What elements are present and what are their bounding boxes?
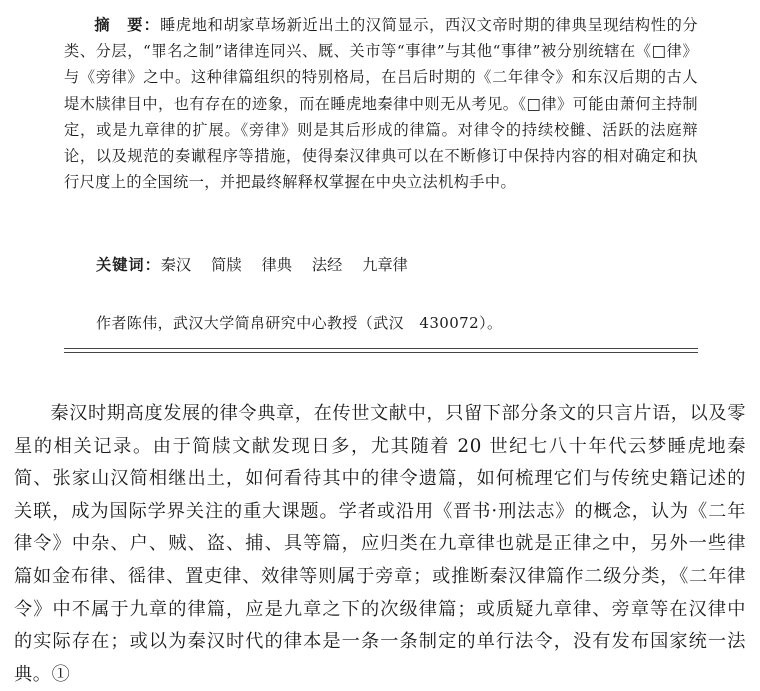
- main-body: [14, 398, 746, 691]
- keyword-item: 秦汉: [160, 256, 192, 274]
- keywords-line: [96, 252, 428, 278]
- divider-rule: [64, 352, 698, 353]
- abstract-text: 睡虎地和胡家草场新近出土的汉简显示，西汉文帝时期的律典呈现结构性的分类、分层，“罪名之制”诸律连同兴、厩、关市等“事律”与其他“事律”被分别统辖在《□律》与《旁律》之中。这种律篇组织的特别格局，在吕后时期的《二年律令》和东汉后期的古人堤木牍律目中，也有存在的迹象，而在睡虎地秦律中则无从考见。《□律》可能由萧何主持制定，或是九章律的扩展。《旁律》则是其后形成的律篇。对律令的持续校雠、活跃的法庭辩论，以及规范的奏谳程序等措施，使得秦汉律典可以在不断修订中保持内容的相对确定和执行尺度上的全国统一，并把最终解释权掌握在中央立法机构手中。: [64, 16, 698, 192]
- keyword-item: 简牍: [211, 256, 242, 274]
- body-paragraph: [14, 398, 746, 691]
- keyword-item: 法经: [311, 256, 343, 274]
- body-paragraph-text: 秦汉时期高度发展的律令典章，在传世文献中，只留下部分条文的只言片语，以及零星的相关记录。由于简牍文献发现日多，尤其随着 20 世纪七八十年代云梦睡虎地秦简、张家山汉简相继出土，如何看待其中的律令遗篇，如何梳理它们与传统史籍记述的关联，成为国际学界关注的重大课题。学者或沿用《晋书·刑法志》的概念，认为《二年律令》中杂、户、贼、盗、捕、具等篇，应归类在九章律也就是正律之中，另外一些律篇如金布律、徭律、置吏律、效律等则属于旁章；或推断秦汉律篇作二级分类，《二年律令》中不属于九章的律篇，应是九章之下的次级律篇；或质疑九章律、旁章等在汉律中的实际存在；或以为秦汉时代的律本是一条一条制定的单行法令，没有发布国家统一法典。: [14, 403, 746, 685]
- abstract-label: 摘 要：: [94, 16, 161, 34]
- author-note: 作者陈伟，武汉大学简帛研究中心教授（武汉 430072）。: [96, 314, 503, 332]
- abstract-section: [64, 12, 698, 195]
- divider-rule: [64, 348, 698, 349]
- keyword-item: 律典: [261, 256, 292, 274]
- keyword-item: 九章律: [362, 256, 408, 274]
- footnote-marker[interactable]: ①: [51, 663, 71, 685]
- keywords-label: 关键词：: [96, 256, 161, 274]
- abstract-paragraph: [64, 12, 698, 195]
